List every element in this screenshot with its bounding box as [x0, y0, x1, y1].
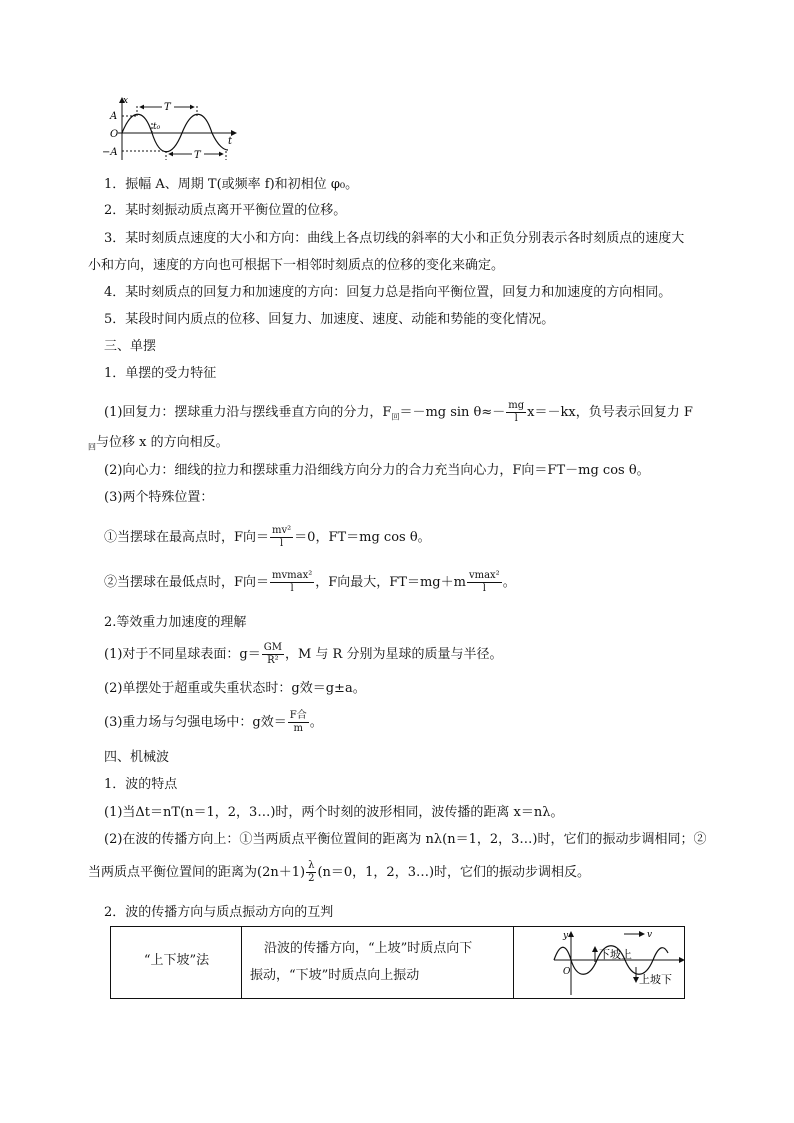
- fig-T-top-label: T: [164, 102, 171, 113]
- fraction-vmax2-over-l: $\frac{\text{vmax²}}{l}$: [468, 570, 500, 594]
- highest-point-line: ①当摆球在最高点时，F向＝ $\frac{\text{mv²}}{l}$ ＝0，FT＝mg cos θ。: [104, 525, 431, 549]
- restoring-force-line: (1)回复力：摆球重力沿与摆线垂直方向的分力，$F_回=-mg$ sin θ≈－ $\frac{mg}{l}$ x＝－kx，负号表示回复力 F: [104, 400, 693, 424]
- centripetal-force-line: (2)向心力：细线的拉力和摆球重力沿细线方向分力的合力充当向心力，F向＝FT－mg cos θ。: [104, 463, 650, 478]
- item-5: 5．某段时间内质点的位移、回复力、加速度、速度、动能和势能的变化情况。: [104, 312, 555, 327]
- fraction-lambda-over-2: $\frac{\lambda}{2}$: [308, 860, 315, 884]
- gravity-planet-line: (1)对于不同星球表面：g＝ $\frac{GM}{\text{R²}}$ ，M 与 R 分别为星球的质量与半径。: [104, 642, 503, 666]
- item-1: 1．振幅 A、周期 T(或频率 f)和初相位 φ₀。: [104, 177, 359, 192]
- wave-O-label: O: [563, 967, 571, 977]
- item-4: 4．某时刻质点的回复力和加速度的方向：回复力总是指向平衡位置，回复力和加速度的方向相同。: [104, 285, 672, 300]
- section-3-title: 三、单摆: [104, 339, 157, 354]
- description-line-2: 振动，“下坡”时质点向上振动: [250, 968, 420, 983]
- vibration-graph: [100, 94, 240, 164]
- fraction-mg-over-l: $\frac{mg}{l}$: [508, 400, 525, 424]
- description-cell: [242, 927, 514, 998]
- lowest-point-line: ②当摆球在最低点时，F向＝ $\frac{\text{mvmax²}}{l}$ ，F向最大，FT＝mg＋m $\frac{\text{vmax²}}{l}$ 。: [104, 570, 516, 594]
- fig-T-bottom-label: T: [194, 150, 201, 161]
- section-3-sub1: 1．单摆的受力特征: [104, 366, 217, 381]
- section-4-sub2: 2．波的传播方向与质点振动方向的互判: [104, 905, 334, 920]
- fig-negA-label: −A: [102, 147, 118, 158]
- fraction-mvmax2-over-l: $\frac{\text{mvmax²}}{l}$: [272, 570, 313, 594]
- item-3: 3．某时刻质点速度的大小和方向：曲线上各点切线的斜率的大小和正负分别表示各时刻质点的速度大: [104, 231, 685, 246]
- item-2: 2．某时刻振动质点离开平衡位置的位移。: [104, 203, 347, 218]
- uphill-label: 上坡下: [639, 973, 672, 986]
- wave-v-label: v: [647, 930, 653, 940]
- section-4-sub1: 1．波的特点: [104, 777, 178, 792]
- section-4-title: 四、机械波: [104, 750, 170, 765]
- wave-feature-2: (2)在波的传播方向上：①当两质点平衡位置间的距离为 nλ(n＝1，2，3…)时，它们的振动步调相同；②: [104, 832, 707, 847]
- fig-t-label: t: [228, 136, 233, 147]
- fig-t0-label: t₀: [153, 122, 161, 132]
- gravity-overweight-line: (2)单摆处于超重或失重状态时：g效＝g±a。: [104, 681, 366, 696]
- gravity-field-line: (3)重力场与匀强电场中：g效＝ $\frac{\text{F合}}{m}$ 。: [104, 710, 323, 734]
- fraction-GM-over-R2: $\frac{GM}{\text{R²}}$: [263, 642, 282, 666]
- method-cell: [111, 927, 242, 998]
- fig-x-label: x: [123, 96, 129, 106]
- special-positions-line: (3)两个特殊位置：: [104, 490, 214, 505]
- fig-O-label: O: [110, 129, 119, 140]
- item-3-cont: 小和方向，速度的方向也可根据下一相邻时刻质点的位移的变化来确定。: [88, 258, 505, 273]
- method-label: “上下坡”法: [143, 953, 210, 968]
- section-3-sub2: 2.等效重力加速度的理解: [104, 615, 247, 630]
- method-table: [110, 926, 685, 999]
- description-line-1: 沿波的传播方向，“上坡”时质点向下: [264, 941, 473, 956]
- wave-feature-2-cont: 当两质点平衡位置间的距离为(2n＋1) $\frac{\lambda}{2}$ (n＝0，1，2，3…)时，它们的振动步调相反。: [88, 860, 591, 884]
- fraction-mv2-over-l: $\frac{\text{mv²}}{l}$: [272, 525, 292, 549]
- restoring-force-cont: $_回$与位移 x 的方向相反。: [88, 435, 229, 452]
- wave-feature-1: (1)当Δt＝nT(n＝1，2，3…)时，两个时刻的波形相同，波传播的距离 x＝nλ。: [104, 805, 564, 820]
- wave-diagram: [514, 927, 684, 998]
- fraction-F-over-m: $\frac{\text{F合}}{m}$: [289, 710, 307, 734]
- fig-A-label: A: [110, 111, 118, 122]
- downhill-label: 下坡上: [599, 948, 632, 961]
- wave-figure-cell: [514, 927, 684, 998]
- wave-y-label: y: [563, 931, 569, 941]
